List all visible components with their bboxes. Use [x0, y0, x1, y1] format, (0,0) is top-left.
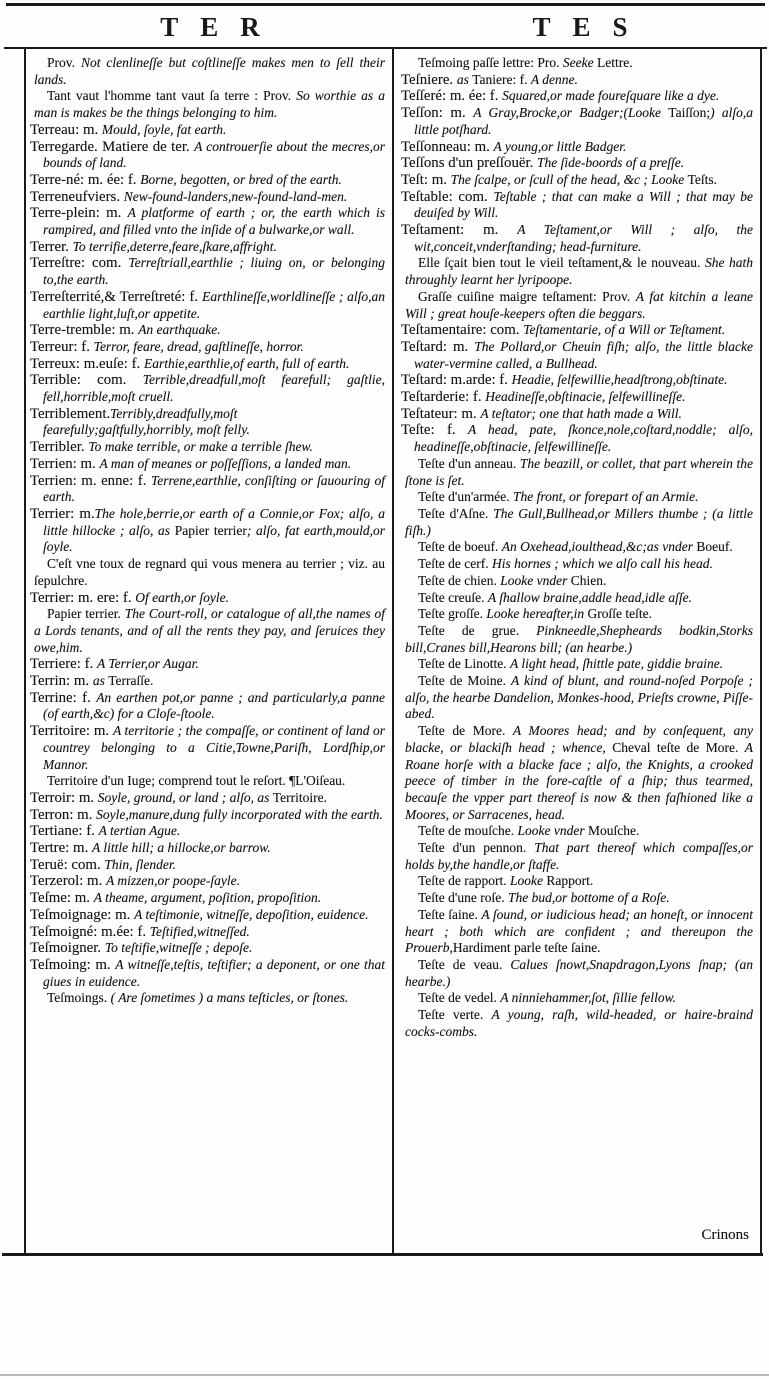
headword: Terriere: f. [30, 656, 97, 673]
definition-text: A fat kitchin a leane Will ; great houſe-keepers often die beggars. [405, 288, 753, 321]
headword: Terriblement. [30, 405, 111, 422]
cross-reference-text: Rapport. [546, 873, 594, 889]
headword: Terrien: m. enne: f. [30, 472, 151, 489]
dictionary-entry [30, 339, 385, 356]
headword: Terreneufviers. [30, 188, 124, 205]
headword: Territoire: m. [30, 723, 113, 740]
headword: Teſſon: m. [401, 105, 474, 122]
headword: Terrible: com. [30, 372, 143, 389]
definition-text: A head, pate, ſkonce,nole,coſtard,noddle; alſo, headineſſe,obſtinacie, ſelfewillineſſe. [414, 422, 753, 455]
definition-text: Borne, begotten, or bred of the earth. [140, 171, 342, 187]
phrase-headword: C'eſt vne toux de regnard qui vous menera au terrier ; viz. au ſepulchre. [34, 556, 385, 588]
cross-reference-text: Groſſe teſte. [587, 606, 652, 622]
phrase-headword: Teſte de rapport. [418, 873, 511, 889]
headword: Teruë: com. [30, 856, 105, 873]
headword: Terrer. [30, 238, 73, 255]
headword: Terreſterrité,& Terreſtreté: f. [30, 288, 203, 305]
phrase-headword: Prov. [47, 55, 81, 70]
headword: Terrier: m. ere: f. [30, 589, 136, 606]
headword: Teſſeré: m. ée: f. [401, 88, 503, 105]
definition-text: A controuerſie about the mecres,or bounds of land. [43, 138, 386, 171]
phrase-headword: Teſte d'un'armée. [418, 489, 514, 505]
phrase-headword: Teſte de chien. [418, 572, 501, 588]
definition-text: Of earth,or ſoyle. [135, 589, 230, 605]
sub-entry [30, 990, 385, 1007]
phrase-headword: Teſte d'une roſe. [418, 890, 508, 906]
phrase-headword: Teſte de cerf. [418, 556, 493, 572]
definition-text: A tertian Ague. [98, 823, 181, 839]
definition-text: New-found-landers,new-found-land-men. [123, 188, 348, 204]
definition-text: An Oxehead,ioulthead,&c;as vnder [501, 539, 697, 555]
phrase-headword: Teſte d'un anneau. [418, 455, 520, 471]
definition-text: A light head, ſhittle pate, giddie braine. [510, 656, 724, 672]
sub-entry [30, 88, 385, 121]
headword: Teſſonneau: m. [401, 138, 494, 155]
phrase-headword: Teſte de boeuf. [418, 539, 502, 555]
cross-reference-text: Boeuf. [696, 539, 733, 555]
bottom-rule [2, 1253, 763, 1256]
dictionary-entry [30, 456, 385, 473]
definition-text: To make terrible, or make a terrible ſhew. [88, 439, 313, 455]
dictionary-entry [401, 222, 753, 255]
headword: Teſt: m. [401, 171, 451, 188]
definition-text: An earthen pot,or panne ; and particularly,a panne (of earth,&c) for a Cloſe-ſtoole. [43, 689, 385, 722]
dictionary-entry [30, 924, 385, 941]
headword: Terreux: m.euſe: f. [30, 355, 144, 372]
headword: Teſtable: com. [401, 188, 494, 205]
definition-text: Terribly,dreadfully,moſt fearefully;gaſtfully,horribly, moſt felly. [43, 405, 250, 438]
definition-text: The hole,berrie,or earth of a Connie,or Fox; alſo, a little hillocke ; alſo, as [43, 505, 385, 538]
headword: Teſtamentaire: com. [401, 322, 524, 339]
definition-text: His hornes ; which we alſo call his head. [492, 556, 713, 572]
dictionary-entry [30, 189, 385, 206]
definition-text: Terror, feare, dread, gaſtlineſſe, horror. [93, 338, 304, 354]
left-border-rule [24, 48, 26, 1253]
definition-text: A Gray,Brocke,or Badger;(Looke [473, 105, 669, 121]
sub-entry [401, 539, 753, 556]
dictionary-entry [401, 339, 753, 372]
dictionary-entry [30, 790, 385, 807]
cross-reference-text: Chien. [570, 572, 607, 588]
definition-text: The Pollard,or Cheuin fiſh; alſo, the little blacke water-vermine called, a Bullhead. [414, 338, 753, 371]
headword: Terreſtre: com. [30, 255, 129, 272]
sub-entry [401, 556, 753, 573]
headword: Terregarde. Matiere de ter. [30, 138, 195, 155]
headword: Terreau: m. [30, 121, 102, 138]
sub-entry [401, 289, 753, 322]
phrase-headword: Papier terrier. [47, 606, 125, 622]
phrase-headword: Teſte de mouſche. [418, 823, 518, 839]
dictionary-entry [30, 840, 385, 857]
cross-reference-text: Mouſche. [588, 823, 640, 839]
sub-entry [401, 573, 753, 590]
sub-entry [401, 590, 753, 607]
headword: Terrin: m. [30, 673, 93, 690]
headword: Terre-tremble: m. [30, 322, 139, 339]
phrase-headword: Teſte de veau. [418, 956, 511, 972]
definition-text: Soyle,manure,dung fully incorporated with the earth. [96, 806, 383, 822]
dictionary-entry [30, 506, 385, 556]
headword: Teſſons d'un preſſouër. [401, 155, 538, 172]
phrase-headword: Teſte groſſe. [418, 606, 487, 622]
running-head-left: TER [160, 12, 282, 42]
cross-reference-text: Terraſſe. [108, 673, 154, 689]
headword: Terreur: f. [30, 338, 94, 355]
phrase-headword: Teſte de grue. [418, 622, 537, 638]
running-head-right: TES [532, 12, 650, 42]
cross-reference-text: Hardiment parle teſte ſaine. [452, 940, 601, 956]
phrase-headword: Teſte de vedel. [418, 990, 501, 1006]
definition-text: Soyle, ground, or land ; alſo, as [97, 789, 273, 805]
column-right [401, 55, 753, 1040]
phrase-headword: Teſte d'Aſne. [418, 505, 494, 521]
sub-entry [401, 890, 753, 907]
phrase-headword: Teſte creuſe. [418, 589, 488, 605]
definition-text: The ſcalpe, or ſcull of the head, &c ; Looke [450, 171, 688, 187]
definition-text: Terrene,earthlie, conſiſting or ſauouring of earth. [43, 472, 385, 505]
definition-text: Thin, ſlender. [104, 856, 177, 872]
definition-text: Not clenlineſſe but coſtlineſſe makes men to ſell their lands. [34, 55, 385, 87]
definition-text: The beazill, or collet, that part wherein the ſtone is ſet. [405, 455, 753, 488]
dictionary-entry [30, 473, 385, 506]
cross-reference-text: Taiſſon; [668, 105, 711, 121]
definition-text: as [92, 673, 109, 689]
definition-text: So worthie as a man is makes be the things belonging to him. [34, 88, 385, 121]
definition-text: A ſhallow braine,addle head,idle aſſe. [487, 589, 692, 605]
sub-entry [30, 55, 385, 88]
headword: Teſmoignage: m. [30, 906, 135, 923]
dictionary-entry [30, 857, 385, 874]
headword: Teſtard: m. [401, 338, 475, 355]
definition-text: The bud,or bottome of a Roſe. [507, 890, 670, 906]
sub-entry [401, 55, 753, 72]
definition-text: A ninniehammer,ſot, ſillie fellow. [500, 990, 677, 1006]
definition-text: Squared,or made foureſquare like a dye. [502, 88, 720, 104]
definition-text: A little hill; a hillocke,or barrow. [92, 840, 271, 856]
headword: Terribler. [30, 439, 89, 456]
dictionary-entry [30, 406, 385, 439]
headword: Teſmoigner. [30, 940, 105, 957]
definition-text: Mould, ſoyle, fat earth. [101, 121, 227, 137]
definition-text: The Court-roll, or catalogue of all,the names of a Lords tenants, and of all the rents they pay, and ſeruices they owe,him. [34, 606, 385, 655]
dictionary-entry [401, 406, 753, 423]
headword: Teſtateur: m. [401, 405, 481, 422]
phrase-headword: Teſte d'un pennon. [418, 840, 535, 856]
headword: Teſmoigné: m.ée: f. [30, 923, 150, 940]
definition-text: Teſtified,witneſſed. [149, 923, 250, 939]
sub-entry [401, 990, 753, 1007]
definition-text: A theame, argument, poſition, propoſition. [93, 890, 322, 906]
dictionary-entry [30, 239, 385, 256]
definition-text: A man of meanes or poſſeſſions, a landed man. [99, 455, 352, 471]
cross-reference-text: Lettre. [597, 55, 633, 70]
definition-text: That part thereof which compaſſes,or holds by,the handle,or ſtaffe. [405, 840, 753, 872]
definition-text: A teſtimonie, witneſſe, depoſition, euidence. [134, 906, 369, 922]
headword: Teſmoing: m. [30, 956, 116, 973]
cross-reference-text: Territoire. [272, 789, 327, 805]
sub-entry [401, 907, 753, 957]
headword: Terre-né: m. ée: f. [30, 171, 141, 188]
definition-text: Looke hereafter,in [486, 606, 588, 622]
definition-text: A denne. [530, 71, 578, 87]
headword: Teſniere. [401, 71, 457, 88]
definition-text: A young, raſh, wild-headed, or haire-braind cocks-combs. [405, 1007, 753, 1039]
definition-text: Pinkneedle,Shepheards bodkin,Storks bill,Cranes bill,Hearons bill; (an hearbe.) [405, 622, 753, 655]
definition-text: Calues ſnowt,Snapdragon,Lyons ſnap; (an hearbe.) [405, 956, 753, 989]
dictionary-entry [401, 88, 753, 105]
sub-entry [401, 506, 753, 539]
dictionary-entry [30, 957, 385, 990]
cross-reference-text: Taniere: f. [472, 71, 531, 87]
headword: Teſtament: m. [401, 222, 518, 239]
dictionary-entry [30, 723, 385, 773]
dictionary-entry [30, 656, 385, 673]
dictionary-entry [30, 439, 385, 456]
definition-text: A platforme of earth ; or, the earth which is rampired, and filled vnto the inſide of a bulwarke,or wall. [43, 205, 385, 238]
phrase-headword: Teſte ſaine. [418, 906, 482, 922]
definition-text: A Teſtament,or Will ; alſo, the wit,conceit,vnderſtanding; head-furniture. [414, 222, 753, 254]
dictionary-entry [30, 907, 385, 924]
right-border-rule [760, 48, 762, 1253]
dictionary-entry [30, 356, 385, 373]
cross-reference-text: Teſts. [687, 171, 718, 187]
phrase-headword: Graſſe cuiſine maigre teſtament: Prov. [418, 288, 636, 304]
headword: Teſte: f. [401, 422, 468, 439]
sub-entry [30, 606, 385, 656]
definition-text: Headineſſe,obſtinacie, ſelfewillineſſe. [485, 389, 686, 405]
definition-text: A territorie ; the compaſſe, or continent of land or countrey belonging to a Citie,Towne,Pariſh, Lordſhip,or Mannor. [43, 723, 385, 772]
phrase-headword: Teſte de More. [418, 723, 513, 739]
phrase-headword: Territoire d'un Iuge; comprend tout le reſort. ¶L'Oiſeau. [47, 773, 346, 789]
dictionary-entry [30, 673, 385, 690]
sub-entry [401, 840, 753, 873]
headword: Terrier: m. [30, 505, 95, 522]
sub-entry [30, 773, 385, 790]
sub-entry [401, 957, 753, 990]
dictionary-entry [401, 139, 753, 156]
dictionary-entry [30, 823, 385, 840]
dictionary-entry [30, 122, 385, 139]
definition-text: ( Are ſometimes ) a mans teſticles, or ſtones. [110, 990, 349, 1006]
definition-text: She hath throughly learnt her lyripoope. [405, 255, 753, 288]
definition-text: To teſtifie,witneſſe ; depoſe. [104, 940, 253, 956]
dictionary-entry [30, 139, 385, 172]
sub-entry [401, 673, 753, 723]
phrase-headword: Teſmoing paſſe lettre: Pro. [418, 55, 563, 70]
sub-entry [401, 623, 753, 656]
phrase-headword: Tant vaut l'homme tant vaut ſa terre : Prov. [47, 88, 297, 104]
dictionary-entry [401, 172, 753, 189]
column-left [30, 55, 385, 1007]
definition-text: Terrible,dreadfull,moſt fearefull; gaſtlie, fell,horrible,moſt cruell. [43, 372, 385, 405]
headword: Teſtarderie: f. [401, 389, 486, 406]
definition-text: ) alſo,a little potſhard. [414, 105, 753, 137]
headword: Terrine: f. [30, 689, 97, 706]
definition-text: The Gull,Bullhead,or Millers thumbe ; (a little fiſh.) [405, 505, 753, 538]
catchword: Crinons [701, 1227, 749, 1243]
definition-text: Earthlineſſe,worldlineſſe ; alſo,an earthlie light,luſt,or appetite. [43, 288, 386, 321]
definition-text: The ſide-boords of a preſſe. [537, 155, 685, 171]
sub-entry [401, 489, 753, 506]
sub-entry [401, 255, 753, 288]
definition-text: ; alſo, fat earth,mould,or ſoyle. [43, 522, 385, 555]
dictionary-entry [30, 172, 385, 189]
definition-text: A kind of blunt, and round-noſed Porpoſe ; alſo, the hearbe Dandelion, Monkes-hood, Prieſts crowne, Piſſe-abed. [405, 673, 753, 722]
definition-text: Teſtamentarie, of a Will or Teſtament. [523, 322, 726, 338]
sub-entry [401, 1007, 753, 1040]
phrase-headword: Elle ſçait bien tout le vieil teſtament,& le nouveau. [418, 255, 705, 271]
dictionary-entry [30, 890, 385, 907]
dictionary-entry [30, 590, 385, 607]
dictionary-entry [30, 372, 385, 405]
scan-edge-line [0, 1374, 769, 1376]
dictionary-entry [30, 873, 385, 890]
definition-text: A mizzen,or poope-ſayle. [106, 873, 241, 889]
phrase-headword: Teſte verte. [418, 1007, 492, 1023]
headword: Terzerol: m. [30, 873, 107, 890]
cross-reference-text: Cheval teſte de More. [612, 739, 745, 755]
headword: Tertre: m. [30, 840, 93, 857]
headword: Terre-plein: m. [30, 205, 128, 222]
definition-text: A witneſſe,teſtis, teſtifier; a deponent, or one that giues in euidence. [43, 956, 385, 989]
cross-reference-text: Papier terrier [174, 522, 247, 538]
definition-text: Looke [510, 873, 547, 889]
dictionary-entry [401, 372, 753, 389]
definition-text: Earthie,earthlie,of earth, full of earth. [143, 355, 350, 371]
headword: Terrien: m. [30, 455, 100, 472]
dictionary-entry [30, 322, 385, 339]
sub-entry [401, 606, 753, 623]
definition-text: Headie, ſelfewillie,headſtrong,obſtinate. [511, 372, 728, 388]
dictionary-entry [30, 807, 385, 824]
sub-entry [401, 873, 753, 890]
definition-text: The front, or forepart of an Armie. [513, 489, 699, 505]
dictionary-entry [401, 322, 753, 339]
sub-entry [30, 556, 385, 589]
dictionary-entry [30, 255, 385, 288]
definition-text: A young,or little Badger. [493, 138, 627, 154]
definition-text: as [456, 71, 473, 87]
sub-entry [401, 656, 753, 673]
dictionary-entry [401, 72, 753, 89]
dictionary-entry [401, 189, 753, 222]
dictionary-entry [30, 690, 385, 723]
definition-text: Looke vnder [500, 572, 571, 588]
column-divider-rule [392, 48, 394, 1253]
definition-text: A Terrier,or Augar. [96, 656, 199, 672]
definition-text: A Moores head; and by conſequent, any blacke, or blackiſh head ; whence, [405, 723, 753, 755]
dictionary-entry [30, 289, 385, 322]
dictionary-entry [401, 389, 753, 406]
dictionary-entry [30, 205, 385, 238]
headword: Teſme: m. [30, 890, 94, 907]
phrase-headword: Teſmoings. [47, 990, 111, 1006]
headword: Terron: m. [30, 806, 97, 823]
phrase-headword: Teſte de Moine. [418, 673, 511, 689]
definition-text: A Roane horſe with a blacke face ; alſo, the Knights, a crooked peece of timber in the fore-caſtle of a ſhip; thus tearmed, becauſe the vpper part thereof is now & then faſhioned like a Moores, or Sarracenes, head. [405, 739, 753, 822]
headword: Tertiane: f. [30, 823, 99, 840]
definition-text: Teſtable ; that can make a Will ; that may be deuiſed by Will. [414, 188, 754, 221]
dictionary-entry [401, 105, 753, 138]
definition-text: A ſound, or iudicious head; an honeſt, or innocent heart ; both which are confident ; and thereupon the Prouerb, [405, 906, 753, 956]
definition-text: To terrifie,deterre,feare,ſkare,affright. [72, 238, 277, 254]
definition-text: Terreſtriall,earthlie ; liuing on, or belonging to,the earth. [43, 255, 385, 288]
definition-text: A teſtator; one that hath made a Will. [480, 405, 682, 421]
sub-entry [401, 823, 753, 840]
definition-text: Looke vnder [517, 823, 589, 839]
top-rule [6, 3, 765, 6]
sub-entry [401, 723, 753, 823]
headword: Teſtard: m.arde: f. [401, 372, 512, 389]
definition-text: An earthquake. [138, 322, 221, 338]
definition-text: Seeke [562, 55, 597, 70]
dictionary-entry [401, 422, 753, 455]
sub-entry [401, 456, 753, 489]
header-rule [4, 47, 767, 49]
headword: Terroir: m. [30, 789, 98, 806]
dictionary-entry [30, 940, 385, 957]
dictionary-entry [401, 155, 753, 172]
phrase-headword: Teſte de Linotte. [418, 656, 511, 672]
